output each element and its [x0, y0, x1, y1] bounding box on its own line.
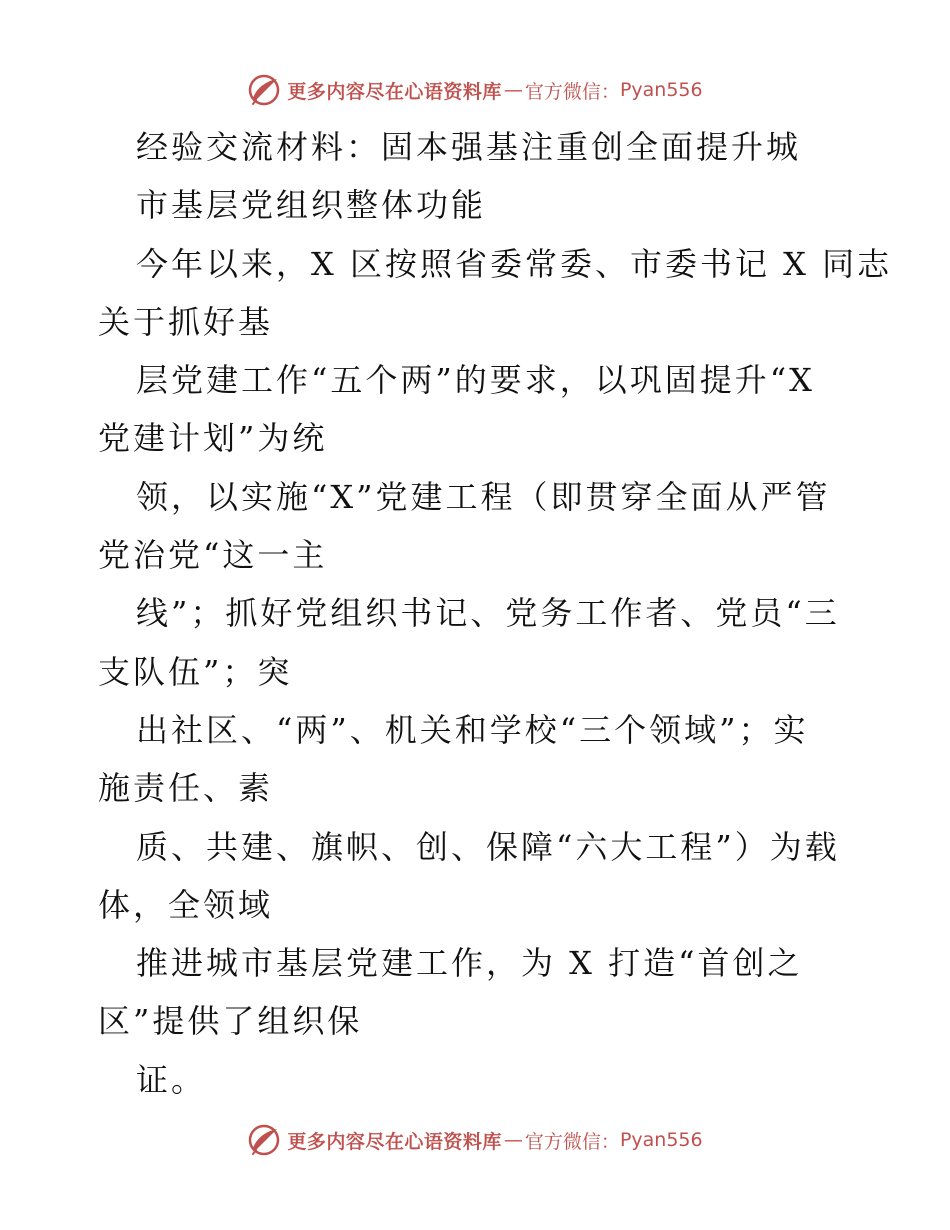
banner-wechat-id: Pyan556 — [619, 1129, 703, 1151]
document-title-line: 市基层党组织整体功能 — [136, 186, 487, 225]
paragraph-line: 线”；抓好党组织书记、党务工作者、党员“三 — [136, 594, 840, 633]
paragraph-line: 层党建工作“五个两”的要求，以巩固提升“X — [136, 361, 815, 400]
pen-logo-icon — [247, 73, 281, 107]
paragraph-line: 支队伍”；突 — [98, 652, 293, 691]
pen-logo-icon — [247, 1123, 281, 1157]
paragraph-line: 施责任、素 — [98, 769, 274, 808]
paragraph-line: 区”提供了组织保 — [98, 1002, 363, 1041]
paragraph-line: 领，以实施“X”党建工程（即贯穿全面从严管 — [136, 477, 831, 516]
banner-wechat-id: Pyan556 — [619, 79, 703, 101]
paragraph-line: 今年以来，X 区按照省委常委、市委书记 X 同志 — [136, 244, 893, 283]
banner-separator: — — [503, 79, 523, 101]
paragraph-line: 出社区、“两”、机关和学校“三个领域”；实 — [136, 710, 809, 749]
paragraph-line: 质、共建、旗帜、创、保障“六大工程”）为载 — [136, 827, 840, 866]
paragraph-line: 推进城市基层党建工作，为 X 打造“首创之 — [136, 944, 803, 983]
banner-wechat-label: 官方微信： — [524, 80, 620, 103]
banner-text: 更多内容尽在心语资料库 — [287, 80, 502, 103]
banner-separator: — — [503, 1129, 523, 1151]
paragraph-line: 证。 — [136, 1060, 207, 1099]
paragraph-line: 关于抓好基 — [98, 302, 274, 341]
banner-wechat-label: 官方微信： — [524, 1130, 620, 1153]
header-banner — [0, 70, 950, 110]
banner-text: 更多内容尽在心语资料库 — [287, 1130, 502, 1153]
paragraph-line: 党建计划”为统 — [98, 419, 328, 458]
footer-banner — [0, 1120, 950, 1160]
paragraph-line: 党治党“这一主 — [98, 536, 328, 575]
document-title-line: 经验交流材料：固本强基注重创全面提升城 — [136, 128, 802, 166]
paragraph-line: 体，全领域 — [98, 885, 274, 924]
document-body — [98, 118, 893, 1109]
